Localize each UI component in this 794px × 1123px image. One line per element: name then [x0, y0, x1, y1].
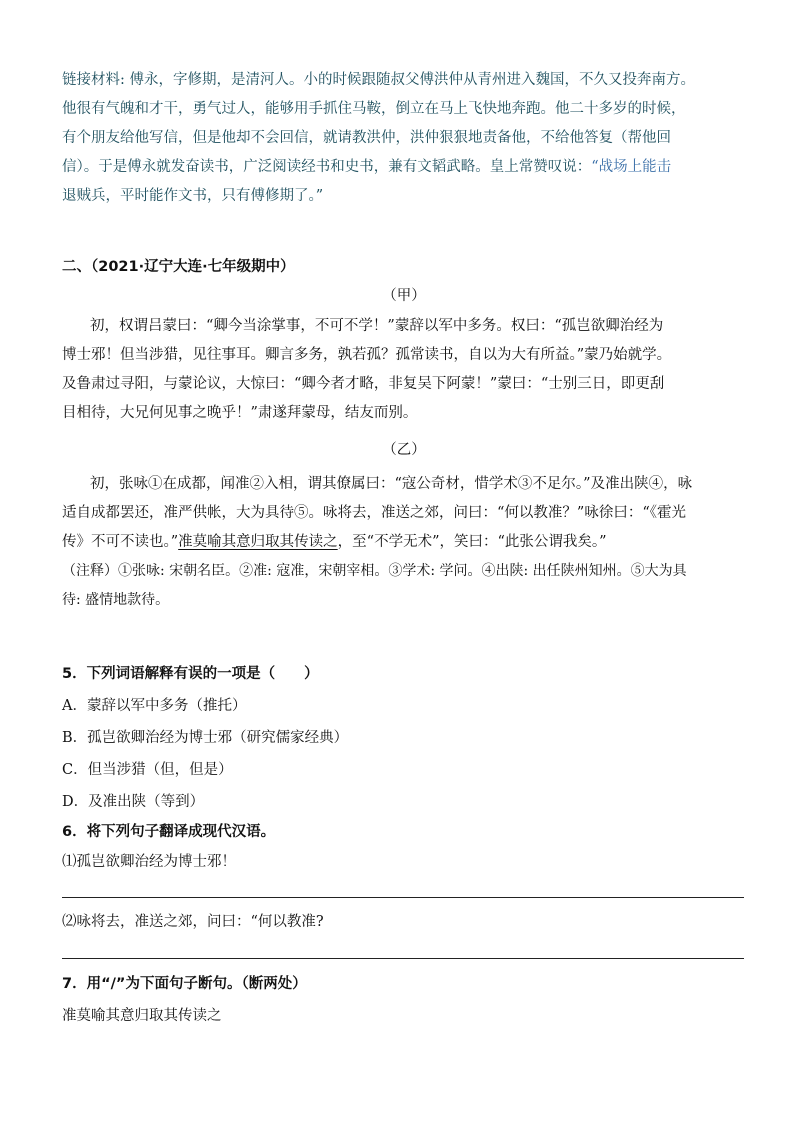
passage-line: 适自成都罢还，准严供帐，大为具待⑤。咏将去，准送之郊，问曰：“何以教准？”咏徐曰：“《霍光: [62, 505, 686, 521]
passage-jia: [62, 312, 746, 428]
passage-line: 目相待，大兄何见事之晚乎！”肃遂拜蒙母，结友而别。: [62, 405, 418, 421]
material-line: 有个朋友给他写信，但是他却不会回信，就请教洪仲，洪仲狠狠地责备他，不给他答复（帮他回: [62, 130, 671, 146]
passage-yi-title: （乙）: [382, 442, 426, 458]
annotation-line: 待: 盛情地款待。: [62, 592, 170, 608]
q6-sentence-2: ⑵咏将去，准送之郊，问曰：“何以教准?: [62, 914, 324, 930]
section-heading: 二、（2021·辽宁大连·七年级期中）: [62, 259, 295, 275]
q7-sentence: 准莫喻其意归取其传读之: [62, 1008, 222, 1024]
passage-text: ，至“不学无术”，笑曰：“此张公谓我矣。”: [337, 534, 607, 550]
emperor-quote: “战场上能击: [591, 159, 672, 175]
material-line: 链接材料: 傅永，字修期，是清河人。小的时候跟随叔父傅洪仲从青州进入魏国，不久又投奔南方。: [62, 72, 695, 88]
annotation-line: （注释）①张咏: 宋朝名臣。②准: 寇准，宋朝宰相。③学术: 学问。④出陕: 出任陕州知州。⑤大为具: [62, 563, 687, 579]
passage-text: 传》不可不读也。”: [62, 534, 179, 550]
question-6-stem: 6．将下列句子翻译成现代汉语。: [62, 824, 276, 840]
emperor-quote-end: 退贼兵，平时能作文书，只有傅修期了。”: [62, 188, 324, 204]
passage-yi: [62, 470, 746, 615]
underlined-sentence: 准莫喻其意归取其传读之: [178, 534, 338, 550]
option-d: D．及准出陕（等到）: [62, 794, 205, 810]
passage-line: [62, 528, 746, 557]
answer-line-1[interactable]: [62, 897, 744, 898]
passage-line: 及鲁肃过寻阳，与蒙论议，大惊曰：“卿今者才略，非复吴下阿蒙！”蒙曰：“士别三日，即更刮: [62, 376, 665, 392]
answer-line-2[interactable]: [62, 958, 744, 959]
question-7-stem: 7．用“/”为下面句子断句。（断两处）: [62, 976, 307, 992]
material-line: 他很有气魄和才干，勇气过人，能够用手抓住马鞍，倒立在马上飞快地奔跑。他二十多岁的时候，: [62, 101, 686, 117]
material-text: 信）。于是傅永就发奋读书，广泛阅读经书和史书，兼有文韬武略。皇上常赞叹说：: [62, 159, 592, 175]
q6-sentence-1: ⑴孤岂欲卿治经为博士邪！: [62, 854, 236, 870]
option-b: B．孤岂欲卿治经为博士邪（研究儒家经典）: [62, 730, 349, 746]
passage-jia-title: （甲）: [382, 288, 426, 304]
question-5: [62, 658, 746, 818]
linked-material: [62, 66, 746, 211]
option-c: C．但当涉猎（但，但是）: [62, 762, 233, 778]
material-line: [62, 153, 746, 182]
passage-line: 初，权谓吕蒙曰：“卿今当涂掌事，不可不学！”蒙辞以军中多务。权曰：“孤岂欲卿治经为: [90, 318, 664, 334]
passage-line: 初，张咏①在成都，闻准②入相，谓其僚属曰：“寇公奇材，惜学术③不足尔。”及准出陕④，咏: [90, 476, 693, 492]
passage-line: 博士邪！但当涉猎，见往事耳。卿言多务，孰若孤？孤常读书，自以为大有所益。”蒙乃始就学。: [62, 347, 672, 363]
question-stem: 5．下列词语解释有误的一项是（ ）: [62, 666, 319, 682]
option-a: A．蒙辞以军中多务（推托）: [62, 698, 247, 714]
material-line: [62, 182, 746, 211]
